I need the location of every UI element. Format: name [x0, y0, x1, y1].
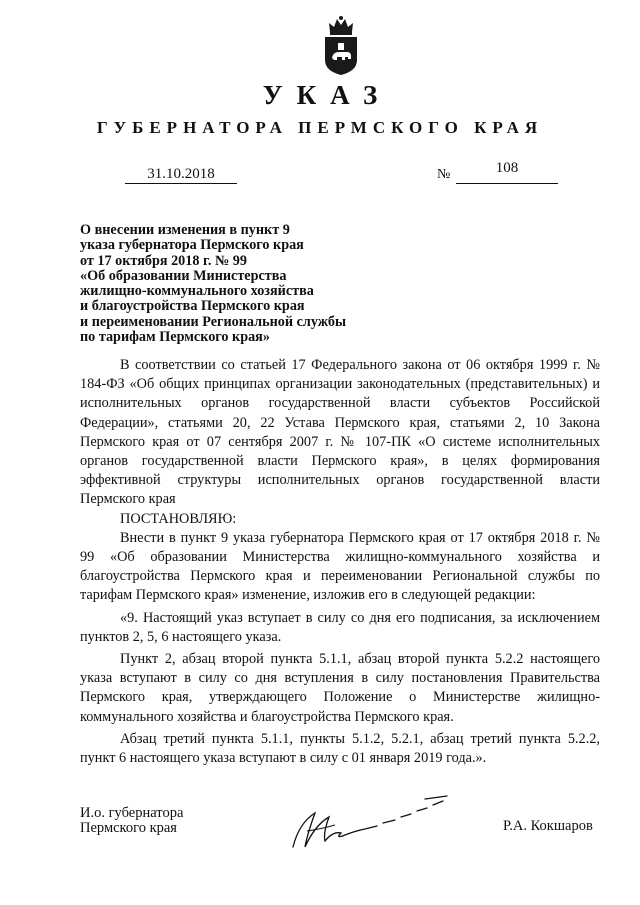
number-prefix: №	[437, 167, 451, 182]
paragraph-2: «9. Настоящий указ вступает в силу со дня его подписания, за исключением пунктов 2, 5, 6 настоящего указа.	[80, 609, 600, 645]
signatory-name: Р.А. Кокшаров	[503, 818, 593, 834]
paragraph-1: Внести в пункт 9 указа губернатора Пермского края от 17 октября 2018 г. № 99 «Об образовании Министерства жилищно-коммунального хозяйства и благоустройства Пермского края и переименовании Региональной службы по тарифам Пермского края» изменение, изложив его в следующей редакции:	[80, 529, 600, 604]
document-number: 108	[456, 161, 558, 184]
document-subtitle: ГУБЕРНАТОРА ПЕРМСКОГО КРАЯ	[96, 118, 544, 137]
decree-word: ПОСТАНОВЛЯЮ:	[120, 510, 237, 527]
position-line: Пермского края	[80, 820, 177, 836]
document-body	[80, 356, 600, 768]
signatory-position	[80, 806, 183, 836]
document-title: УКАЗ	[262, 80, 392, 110]
subject-line: по тарифам Пермского края»	[80, 329, 270, 346]
subject-line: и благоустройства Пермского края	[80, 298, 305, 315]
position-line: И.о. губернатора	[80, 805, 184, 821]
paragraph-3: Пункт 2, абзац второй пункта 5.1.1, абзац второй пункта 5.2.2 настоящего указа вступают в силу со дня вступления в силу постановления Правительства Пермского края, утверждающего Положение о Министерстве жилищно-коммунального хозяйства и благоустройства Пермского края.	[80, 651, 600, 725]
subject-line: и переименовании Региональной службы	[80, 313, 347, 330]
subject-line: «Об образовании Министерства	[80, 267, 287, 284]
document-date: 31.10.2018	[125, 165, 237, 184]
handwritten-signature	[285, 795, 460, 855]
subject-line: О внесении изменения в пункт 9	[80, 222, 290, 238]
paragraph-4: Абзац третий пункта 5.1.1, пункты 5.1.2, 5.2.1, абзац третий пункта 5.2.2, пункт 6 настоящего указа вступают в силу с 01 января 2019 года.».	[80, 730, 600, 767]
subject-line: указа губернатора Пермского края	[80, 237, 304, 254]
coat-of-arms-emblem	[321, 14, 361, 76]
preamble-paragraph: В соответствии со статьей 17 Федерального закона от 06 октября 1999 г. № 184-ФЗ «Об общих принципах организации законодательных (представительных) и исполнительных органов государственной власти субъектов Российской Федерации», статьями 20, 22 Устава Пермского края, статьями 2, 10 Закона Пермского края от 07 сентября 2007 г. № 107-ПК «О системе исполнительных органов государственной власти Пермского края», в целях формирования эффективной структуры исполнительных органов государственной власти Пермского края	[80, 357, 600, 508]
subject-line: жилищно-коммунального хозяйства	[80, 283, 314, 300]
subject-line: от 17 октября 2018 г. № 99	[80, 252, 247, 269]
document-subject	[80, 223, 380, 345]
